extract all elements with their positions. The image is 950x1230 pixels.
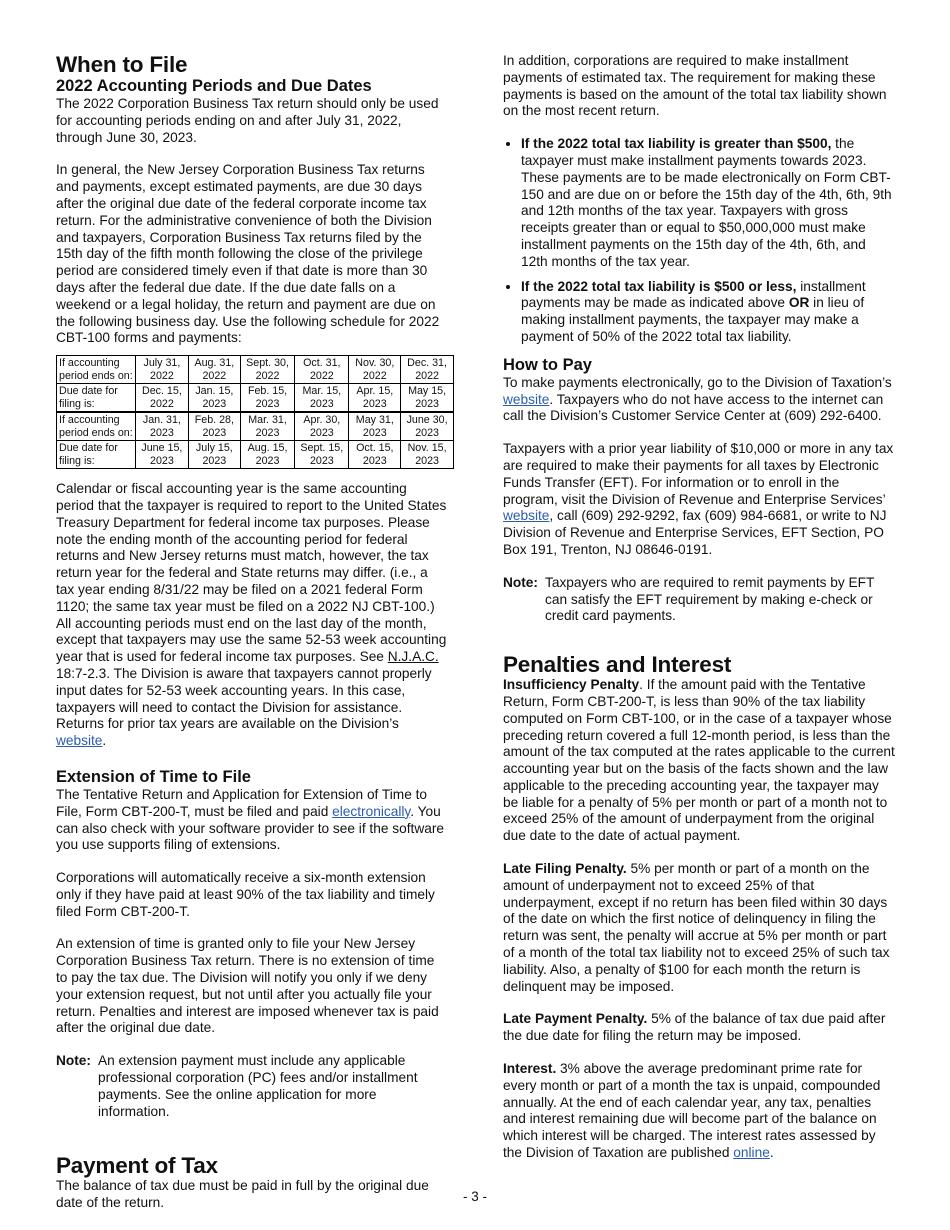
list-item — [521, 279, 896, 346]
installment-bullet-list — [503, 136, 896, 346]
table-cell: Mar. 15, 2023 — [295, 384, 349, 413]
late-payment-label: Late Payment Penalty. — [503, 1011, 648, 1027]
table-cell: May 31, 2023 — [349, 412, 401, 441]
table-cell: Nov. 30, 2022 — [349, 356, 401, 384]
extension-paragraph-2: Corporations will automatically receive a six-month extension only if they have paid at least 90% of the tax liability and timely filed Form CBT-200-T. — [56, 870, 435, 919]
interest-text-end: . — [769, 1145, 774, 1161]
taxation-website-link[interactable]: website — [503, 391, 550, 407]
table-cell: June 15, 2023 — [136, 441, 189, 469]
table-cell: Jan. 15, 2023 — [188, 384, 240, 413]
calendar-text: Calendar or fiscal accounting year is the same accounting period that the taxpayer is required to report to the United States Treasury Department for federal income tax purposes. Please note the ending month of the accounting period for federal returns and New Jersey returns must match, however, the tax return year for the federal and State returns may differ. (i.e., a tax year ending 8/31/22 may be filed on a 2021 federal Form 1120; the same tax year must be filed on a 2022 NJ CBT-100.) All accounting periods must end on the last day of the month, except that taxpayers may use the same 52-53 week accounting year that is used for federal income tax purposes. See — [56, 481, 447, 665]
table-cell: Oct. 15, 2023 — [349, 441, 401, 469]
electronically-link[interactable]: electronically — [332, 803, 411, 819]
accounting-periods-subheading: 2022 Accounting Periods and Due Dates — [56, 77, 372, 95]
when-to-file-general: In general, the New Jersey Corporation Business Tax returns and payments, except estimated payments, are due 30 days after the original due date of the federal corporate income tax return. For the administrative convenience of both the Division and taxpayers, Corporation Business Tax returns filed by the 15th day of the fifth month following the close of the privilege period are considered timely even if that date is more than 30 days after the federal due date. If the due date falls on a weekend or a legal holiday, the return and payment are due on the following business day. Use the following schedule for 2022 CBT-100 forms and payments: — [56, 162, 440, 346]
calendar-text-continued: 18:7-2.3. The Division is aware that taxpayers cannot properly input dates for 52-53 week accounting years. In this case, taxpayers will need to contact the Division for assistance. Returns for prior tax years are available on the Division’s — [56, 665, 432, 732]
table-cell: Aug. 31, 2022 — [188, 356, 240, 384]
eft-text: Taxpayers with a prior year liability of $10,000 or more in any tax are required to make their payments for all taxes by Electronic Funds Transfer (EFT). For information or to enroll in the program, visit the Division of Revenue and Enterprise Services’ — [503, 441, 894, 507]
extension-paragraph-1 — [56, 787, 448, 854]
how-to-pay-paragraph-2 — [503, 441, 896, 559]
table-row-label: If accounting period ends on: — [57, 412, 136, 441]
how-to-pay-heading: How to Pay — [503, 355, 592, 374]
payment-of-tax-paragraph: The balance of tax due must be paid in full by the original due date of the return. — [56, 1178, 429, 1211]
interest-text: 3% above the average predominant prime rate for every month or part of a month the tax is unpaid, compounded annually. At the end of each calendar year, any tax, penalties and interest remaining due will become part of the balance on which interest will be charged. The interest rates assessed by the Division of Taxation are published — [503, 1061, 881, 1161]
eft-note — [503, 575, 896, 625]
eft-text-continued: , call (609) 292-9292, fax (609) 984-6681, or write to NJ Division of Revenue and Enterprise Services, EFT Section, PO Box 191, Trenton, NJ 08646-0191. — [503, 508, 887, 557]
table-row — [57, 384, 454, 413]
extension-text: The Tentative Return and Application for Extension of Time to File, Form CBT-200-T, must be filed and paid — [56, 786, 428, 819]
interest-label: Interest. — [503, 1061, 557, 1077]
calendar-year-paragraph — [56, 481, 448, 750]
note-text: An extension payment must include any applicable professional corporation (PC) fees and/or installment payments. See the online application for more information. — [98, 1053, 418, 1119]
page-number: - 3 - — [462, 1189, 487, 1204]
interest-rates-online-link[interactable]: online — [733, 1145, 770, 1161]
calendar-text-end: . — [102, 733, 107, 749]
extension-text-continued: . You can also check with your software provider to see if the software you use supports filing of extensions. — [56, 803, 444, 853]
late-payment-paragraph — [503, 1011, 896, 1045]
note-label — [503, 575, 545, 625]
table-cell: Feb. 15, 2023 — [240, 384, 294, 413]
left-column — [56, 52, 448, 1228]
late-filing-label: Late Filing Penalty. — [503, 861, 627, 877]
bullet-text: installment payments may be made as indicated above — [521, 278, 866, 311]
right-column — [503, 53, 896, 1162]
table-cell: Nov. 15, 2023 — [401, 441, 454, 469]
table-row-label: If accounting period ends on: — [57, 356, 136, 384]
table-cell: Aug. 15, 2023 — [240, 441, 294, 469]
note-label-word: Note — [503, 574, 534, 590]
note-text: Taxpayers who are required to remit payments by EFT can satisfy the EFT requirement by making e-check or credit card payments. — [545, 574, 875, 624]
table-cell: Sept. 30, 2022 — [240, 356, 294, 384]
table-cell: Jan. 31, 2023 — [136, 412, 189, 441]
late-payment-text: 5% of the balance of tax due paid after the due date for filing the return may be imposed. — [503, 1011, 886, 1044]
table-cell: Feb. 28, 2023 — [188, 412, 240, 441]
extension-paragraph-3: An extension of time is granted only to file your New Jersey Corporation Business Tax return. There is no extension of time to pay the tax due. The Division will notify you only if we deny your extension request, but not until after you actually file your return. Penalties and interest are imposed whenever tax is paid after the original due date. — [56, 936, 439, 1036]
bullet-text-continued: in lieu of making installment payments, the taxpayer may make a payment of 50% of the 2022 total tax liability. — [521, 295, 865, 344]
installment-intro: In addition, corporations are required to make installment payments of estimated tax. The requirement for making these payments is based on the amount of the total tax liability shown on the most recent return. — [503, 53, 887, 119]
table-row-label: Due date for filing is: — [57, 441, 136, 469]
table-cell: Dec. 31, 2022 — [401, 356, 454, 384]
table-cell: July 15, 2023 — [188, 441, 240, 469]
list-item — [521, 136, 896, 270]
when-to-file-intro: The 2022 Corporation Business Tax return should only be used for accounting periods ending on and after July 31, 2022, through June 30, 2023. — [56, 96, 439, 145]
how-to-pay-text-continued: . Taxpayers who do not have access to the internet can call the Division’s Customer Service Center at (609) 292-6400. — [503, 391, 884, 424]
payment-of-tax-heading: Payment of Tax — [56, 1153, 218, 1179]
due-date-schedule-table — [56, 355, 454, 469]
table-row — [57, 441, 454, 469]
interest-paragraph — [503, 1061, 896, 1162]
extension-note — [56, 1053, 448, 1120]
how-to-pay-text: To make payments electronically, go to the Division of Taxation’s — [503, 374, 892, 390]
table-cell: Mar. 31, 2023 — [240, 412, 294, 441]
when-to-file-heading: When to File — [56, 52, 188, 77]
note-colon: : — [533, 574, 538, 590]
table-cell: June 30, 2023 — [401, 412, 454, 441]
late-filing-text: 5% per month or part of a month on the amount of underpayment not to exceed 25% of that underpayment, except if no return has been filed within 30 days of the date on which the first notice of delinquency in filing the return was sent, the penalty will accrue at 5% per month or part of a month of the total tax liability not to exceed 25% of such tax liability. Also, a penalty of $100 for each month the return is delinquent may be imposed. — [503, 861, 890, 994]
table-cell: Dec. 15, 2022 — [136, 384, 189, 413]
extension-heading: Extension of Time to File — [56, 767, 251, 786]
note-label: Note: — [56, 1053, 91, 1069]
table-cell: Apr. 15, 2023 — [349, 384, 401, 413]
table-cell: Apr. 30, 2023 — [295, 412, 349, 441]
insufficiency-text: . If the amount paid with the Tentative Return, Form CBT-200-T, is less than 90% of the tax liability computed on Form CBT-100, or in the case of a taxpayer whose preceding return covered a full 12-month period, is less than the amount of the tax computed at the rates applicable to the current accounting year but on the basis of the facts shown and the law applicable to the preceding accounting year, the taxpayer may be liable for a penalty of 5% per month or part of a month not to exceed 25% of the amount of underpayment from the original due date to the date of actual payment. — [503, 677, 895, 844]
table-cell: Oct. 31, 2022 — [295, 356, 349, 384]
prior-returns-website-link[interactable]: website — [56, 733, 103, 749]
table-cell: Sept. 15, 2023 — [295, 441, 349, 469]
table-cell: May 15, 2023 — [401, 384, 454, 413]
bullet-bold-lead: If the 2022 total tax liability is greater than $500, — [521, 136, 832, 152]
bullet-or: OR — [788, 295, 810, 311]
late-filing-paragraph — [503, 861, 896, 995]
bullet-bold-lead: If the 2022 total tax liability is $500 or less, — [521, 278, 797, 294]
bullet-text: the taxpayer must make installment payments towards 2023. These payments are to be made electronically on Form CBT-150 and are due on or before the 15th day of the 4th, 6th, 9th and 12th months of the tax year. Taxpayers with gross receipts greater than or equal to $50,000,000 must make installment payments on the 15th day of the 4th, 6th, and 12th months of the tax year. — [521, 136, 892, 269]
table-row — [57, 412, 454, 441]
insufficiency-label: Insufficiency Penalty — [503, 677, 640, 693]
how-to-pay-paragraph-1 — [503, 375, 896, 425]
penalties-heading: Penalties and Interest — [503, 652, 732, 678]
table-cell: July 31, 2022 — [136, 356, 189, 384]
njac-reference: N.J.A.C. — [387, 649, 439, 665]
table-row — [57, 356, 454, 384]
revenue-services-website-link[interactable]: website — [503, 508, 550, 524]
table-row-label: Due date for filing is: — [57, 384, 136, 413]
insufficiency-penalty-paragraph — [503, 677, 896, 845]
